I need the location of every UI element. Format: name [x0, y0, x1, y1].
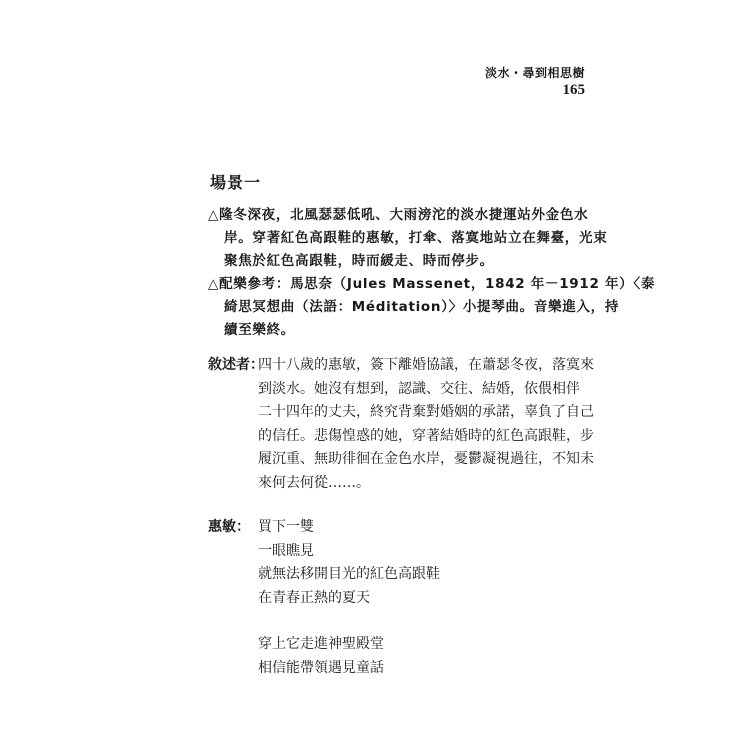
dialogue-line: 穿上它走進神聖殿堂	[258, 636, 384, 652]
stage-direction-line: 岸。穿著紅色高跟鞋的惠敏，打傘、落寞地站立在舞臺，光束	[224, 230, 608, 246]
narration-first-row	[208, 354, 594, 378]
page-number: 165	[562, 82, 585, 98]
narration-line: 履沉重、無助徘徊在金色水岸，憂鬱凝視過往，不知未	[258, 451, 594, 467]
stage-direction-line: 聚焦於紅色高跟鞋，時而緩走、時而停步。	[224, 253, 494, 269]
stage-direction-line: 綺思冥想曲（法語：Méditation）〉小提琴曲。音樂進入，持	[224, 299, 620, 315]
narration-line: 二十四年的丈夫，終究背棄對婚姻的承諾，辜負了自己	[258, 404, 594, 420]
stage-direction-line: △隆冬深夜，北風瑟瑟低吼、大雨滂沱的淡水捷運站外金色水	[208, 207, 589, 223]
stage-direction-2	[208, 273, 656, 342]
dialogue-line: 買下一雙	[258, 519, 314, 535]
narration-line: 到淡水。她沒有想到，認識、交往、結婚，依偎相伴	[258, 380, 580, 397]
narration-line: 的信任。悲傷惶惑的她，穿著結婚時的紅色高跟鞋，步	[258, 427, 594, 444]
stage-direction-line: △配樂參考：馬思奈（Jules Massenet，1842 年－1912 年）〈泰	[208, 276, 656, 292]
speaker-name-huimin: 惠敏：	[208, 519, 250, 535]
narration-line: 四十八歲的惠敏，簽下離婚協議，在蕭瑟冬夜，落寞來	[258, 357, 594, 373]
stage-direction-line: 續至樂終。	[224, 322, 295, 338]
narration-block	[208, 354, 594, 495]
dialogue-line: 一眼瞧見	[258, 542, 314, 559]
dialogue-line: 就無法移開目光的紅色高跟鞋	[258, 566, 440, 582]
dialogue-first-row	[208, 516, 440, 540]
dialogue-line: 在青春正熱的夏天	[258, 589, 370, 606]
scene-title: 場景一	[210, 173, 262, 192]
dialogue-block	[208, 516, 440, 680]
narration-line: 來何去何從……。	[258, 474, 370, 491]
dialogue-line: 相信能帶領遇見童話	[258, 659, 384, 676]
stanza-gap	[208, 610, 440, 633]
running-header-title: 淡水・尋到相思樹	[484, 66, 585, 80]
stage-direction-1	[208, 204, 608, 273]
speaker-name-narrator: 敘述者：	[208, 357, 264, 373]
